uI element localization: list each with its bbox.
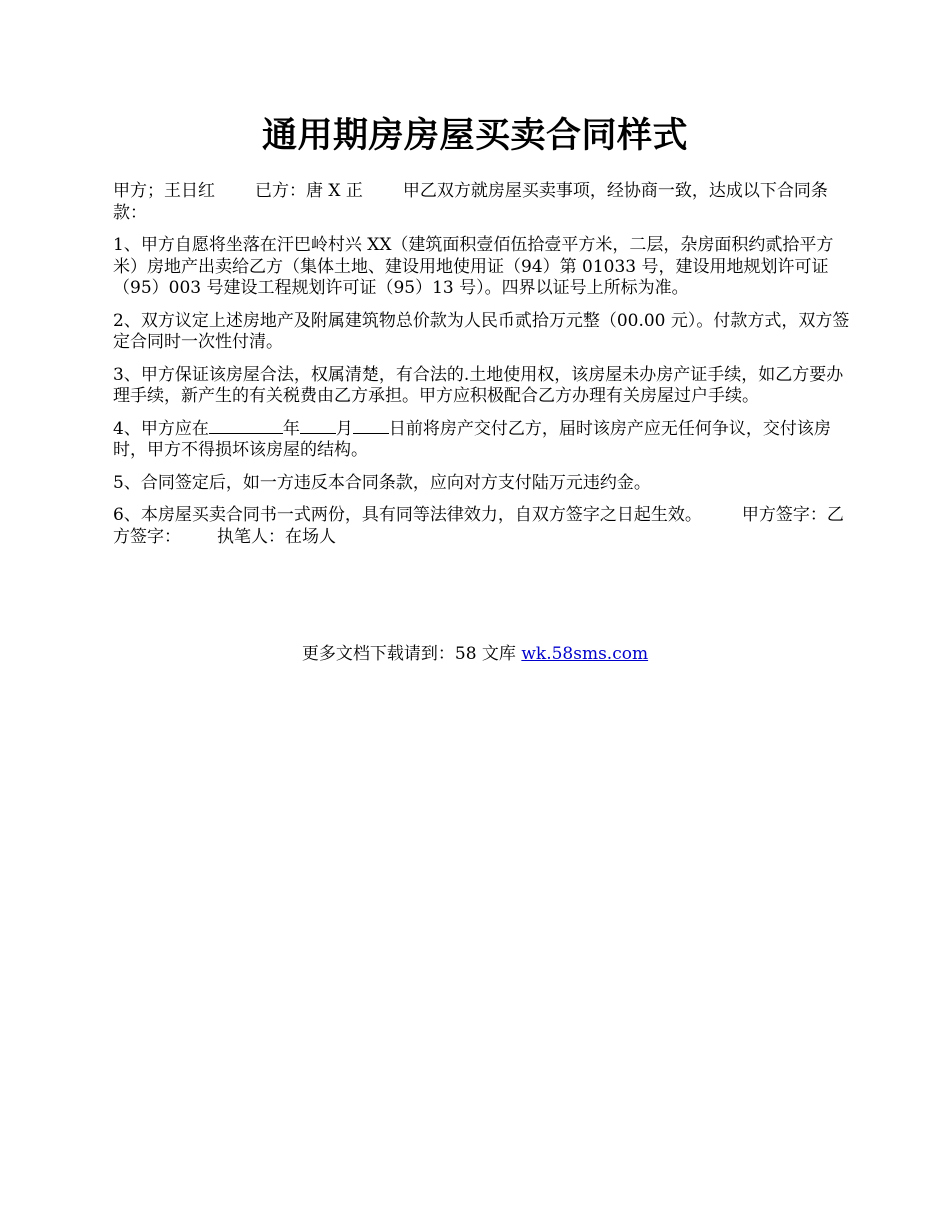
clause-4-year: 年 xyxy=(282,418,300,439)
document-title: 通用期房房屋买卖合同样式 xyxy=(261,115,688,156)
footer-link[interactable]: wk.58sms.com xyxy=(521,644,649,664)
clause-4 xyxy=(113,419,853,462)
clause-2: 2、双方议定上述房地产及附属建筑物总价款为人民币贰拾万元整（00.00 元）。付款方式，双方签定合同时一次性付清。 xyxy=(113,310,850,352)
footer-text: 更多文档下载请到：58 文库 xyxy=(301,644,516,664)
year-blank xyxy=(209,419,283,434)
document-body xyxy=(113,181,853,559)
day-blank xyxy=(353,419,389,434)
parties-paragraph xyxy=(113,181,853,224)
clause-6-text: 6、本房屋买卖合同书一式两份，具有同等法律效力，自双方签字之日起生效。 xyxy=(113,505,702,525)
clause-6 xyxy=(113,505,853,548)
footer xyxy=(0,643,950,665)
clause-5: 5、合同签定后，如一方违反本合同条款，应向对方支付陆万元违约金。 xyxy=(113,472,651,493)
clause-4-prefix: 4、甲方应在 xyxy=(113,418,209,439)
clause-3: 3、甲方保证该房屋合法，权属清楚，有合法的.土地使用权，该房屋未办房产证手续，如乙方要办理手续，新产生的有关税费由乙方承担。甲方应积极配合乙方办理有关房屋过户手续。 xyxy=(113,364,844,406)
party-a: 甲方；王日红 xyxy=(113,181,215,201)
parties-intro: 甲乙双方就房屋买卖事项，经协商一致，达成以下合同条款： xyxy=(113,181,828,223)
month-blank xyxy=(300,419,336,434)
clause-1: 1、甲方自愿将坐落在汗巴岭村兴 XX（建筑面积壹佰伍拾壹平方米，二层，杂房面积约贰拾平方米）房地产出卖给乙方（集体土地、建设用地使用证（94）第 01033 号，建设用地规划许可证（95）003 号建设工程规划许可证（95）13 号）。四界以证号上所标为准。 xyxy=(113,235,834,298)
signature-party-b: 乙方签字： xyxy=(113,505,844,547)
clause-4-suffix: 日前将房产交付乙方，届时该房产应无任何争议，交付该房时，甲方不得损坏该房屋的结构。 xyxy=(113,418,831,460)
clause-4-month: 月 xyxy=(335,418,353,439)
party-b: 已方：唐 X 正 xyxy=(255,181,363,201)
signature-party-a: 甲方签字： xyxy=(741,505,827,525)
writer-witness: 执笔人：在场人 xyxy=(217,526,336,547)
